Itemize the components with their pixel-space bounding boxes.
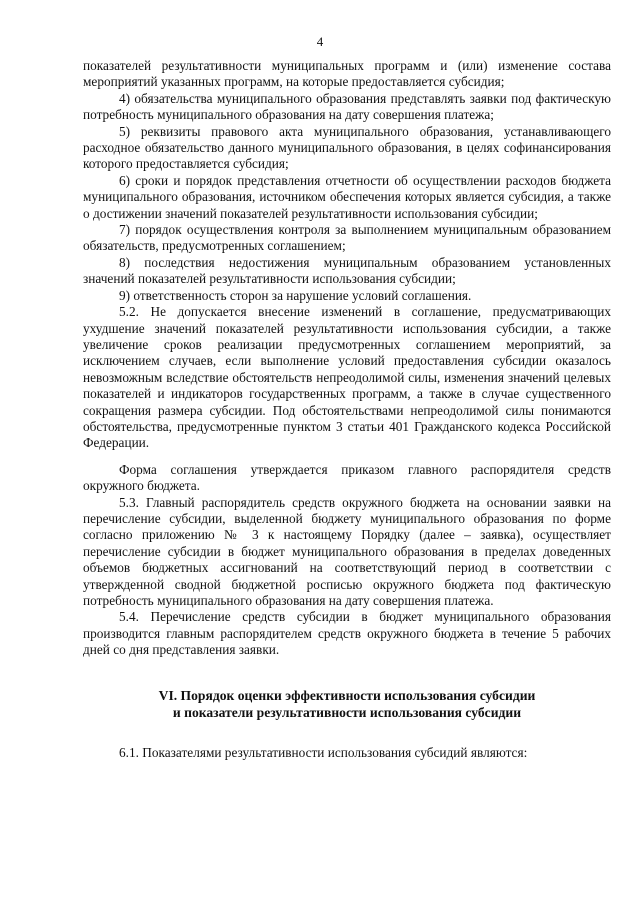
paragraph-agreement-form: Форма соглашения утверждается приказом главного распорядителя средств окружного бюджета. — [83, 461, 611, 494]
paragraph-5-2: 5.2. Не допускается внесение изменений в соглашение, предусматривающих ухудшение значений показателей результативности использования субсидии, а также увеличение сроков реализации предусмотренных соглашением мероприятий, за исключением случаев, если выполнение условий предоставления субсидии оказалось невозможным вследствие обстоятельств непреодолимой силы, изменения значений целевых показателей и индикаторов государственных программ, а также в случае существенного сокращения размера субсидии. Под обстоятельствами непреодолимой силы понимаются обстоятельства, предусмотренные пунктом 3 статьи 401 Гражданского кодекса Российской Федерации. — [83, 304, 611, 451]
paragraph-5-4: 5.4. Перечисление средств субсидии в бюджет муниципального образования производится главным распорядителем средств окружного бюджета в течение 5 рабочих дней со дня представления заявки. — [83, 609, 611, 658]
paragraph-item-6: 6) сроки и порядок представления отчетности об осуществлении расходов бюджета муниципального образования, источником обеспечения которых является субсидия, а также о достижении значений показателей результативности использования субсидии; — [83, 172, 611, 221]
section-heading-line-1: VI. Порядок оценки эффективности использования субсидии — [158, 687, 536, 703]
paragraph-continuation: показателей результативности муниципальных программ и (или) изменение состава мероприятий указанных программ, на которые предоставляется субсидия; — [83, 58, 611, 90]
paragraph-item-9: 9) ответственность сторон за нарушение условий соглашения. — [119, 287, 472, 303]
document-body — [83, 58, 611, 761]
paragraph-5-3: 5.3. Главный распорядитель средств окружного бюджета на основании заявки на перечисление субсидии, выделенной бюджету муниципального образования по форме согласно приложению № 3 к настоящему Порядку (далее – заявка), осуществляет перечисление субсидии в бюджет муниципального образования в пределах доведенных объемов бюджетных ассигнований на соответствующий период в соответствии с утвержденной сводной бюджетной росписью окружного бюджета под фактическую потребность муниципального образования на дату совершения платежа. — [83, 494, 611, 608]
section-heading — [83, 687, 611, 721]
section-heading-line-2: и показатели результативности использования субсидии — [172, 704, 522, 720]
paragraph-item-7: 7) порядок осуществления контроля за выполнением муниципальным образованием обязательств, предусмотренных соглашением; — [83, 222, 611, 254]
paragraph-item-8: 8) последствия недостижения муниципальным образованием установленных значений показателей результативности использования субсидии; — [83, 254, 611, 287]
page-number: 4 — [316, 34, 324, 49]
paragraph-6-1: 6.1. Показателями результативности использования субсидий являются: — [119, 744, 528, 760]
paragraph-item-5: 5) реквизиты правового акта муниципального образования, устанавливающего расходное обязательство данного муниципального образования, в целях софинансирования которого предоставляется субсидия; — [83, 123, 611, 172]
paragraph-item-4: 4) обязательства муниципального образования представлять заявки под фактическую потребность муниципального образования на дату совершения платежа; — [83, 90, 611, 123]
